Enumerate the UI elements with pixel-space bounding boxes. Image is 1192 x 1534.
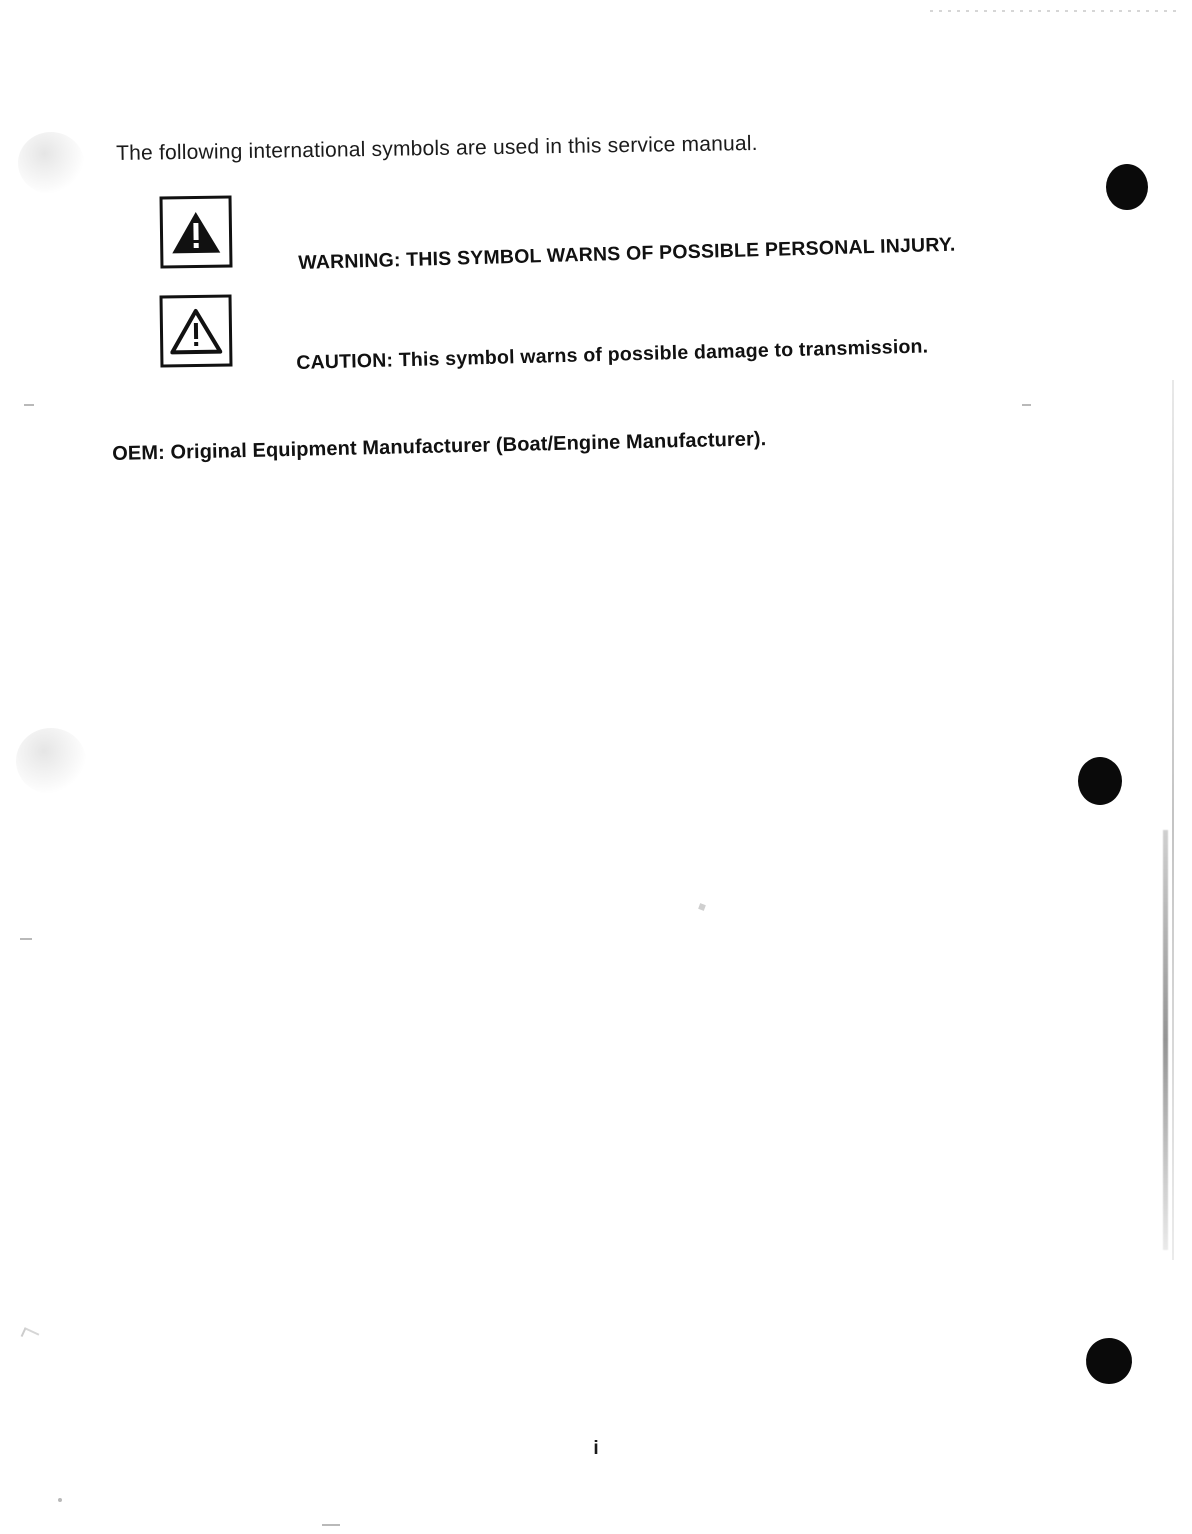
scan-smudge xyxy=(18,132,84,194)
warning-symbol-row xyxy=(160,196,232,268)
scan-speck xyxy=(1022,404,1031,406)
scan-speck xyxy=(698,903,706,911)
caution-triangle-outline-icon xyxy=(160,295,233,368)
caution-label: CAUTION: This symbol warns of possible damage to transmission. xyxy=(296,335,929,374)
warning-triangle-filled-icon xyxy=(160,196,233,269)
page-number: i xyxy=(593,1438,599,1459)
scan-speck xyxy=(58,1498,62,1502)
scan-speck xyxy=(21,1327,40,1343)
caution-symbol-row xyxy=(160,295,232,367)
hole-punch-mark xyxy=(1083,1335,1135,1387)
hole-punch-mark xyxy=(1106,164,1148,210)
scan-speck xyxy=(20,938,32,940)
scan-speck xyxy=(24,404,34,406)
hole-punch-mark xyxy=(1078,757,1122,805)
scan-artifact-right-shadow xyxy=(1163,830,1168,1250)
warning-label: WARNING: THIS SYMBOL WARNS OF POSSIBLE PERSONAL INJURY. xyxy=(298,233,956,274)
oem-definition: OEM: Original Equipment Manufacturer (Boat/Engine Manufacturer). xyxy=(112,428,767,465)
scan-speck xyxy=(322,1524,340,1526)
scan-artifact-top-edge xyxy=(930,10,1180,12)
intro-paragraph: The following international symbols are used in this service manual. xyxy=(116,131,758,165)
scan-smudge xyxy=(16,728,86,794)
scan-artifact-right-edge xyxy=(1172,380,1174,1260)
